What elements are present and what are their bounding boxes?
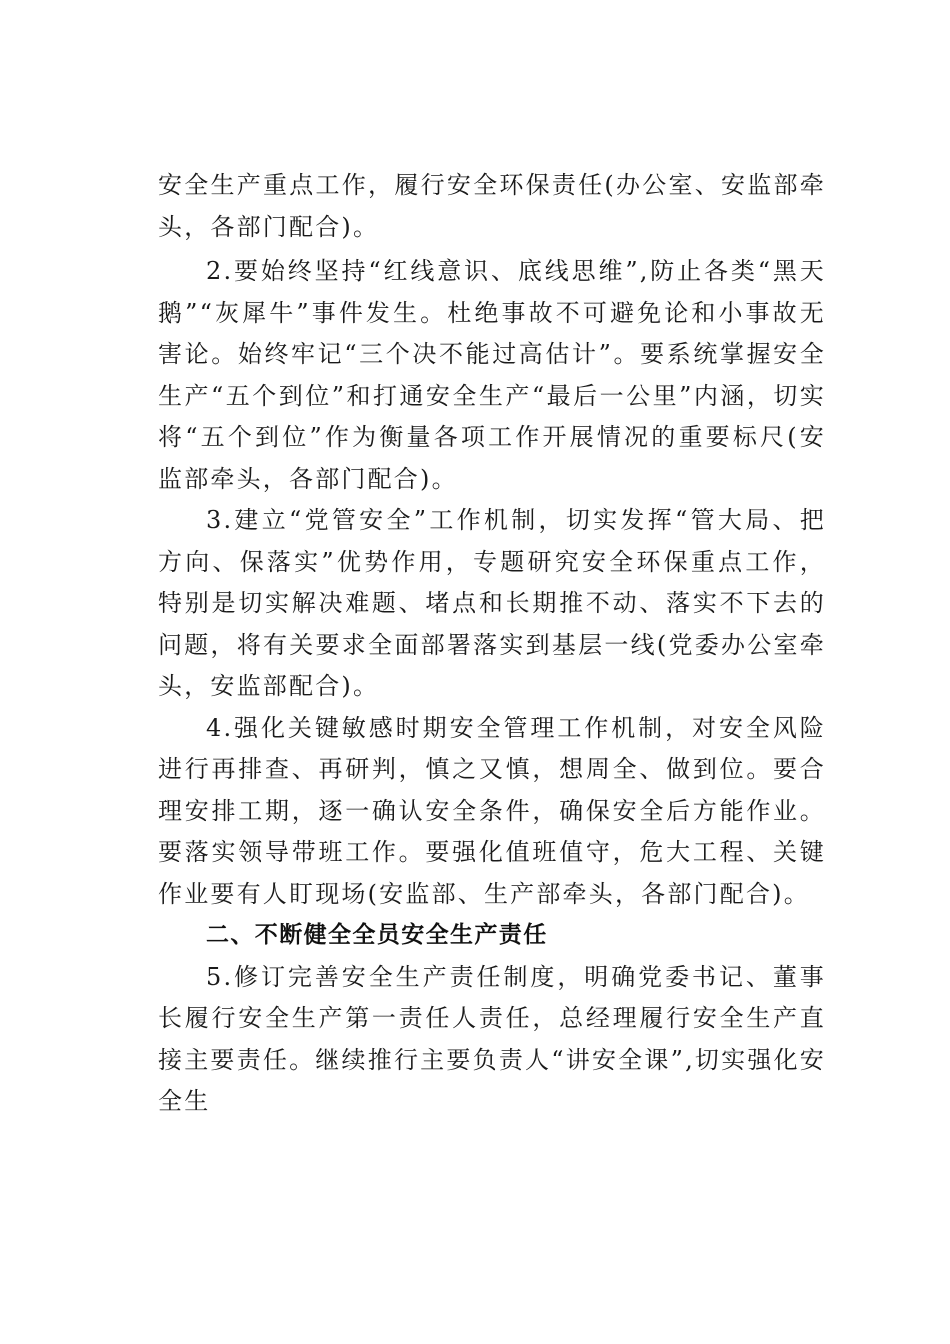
- document-body: [158, 165, 826, 1123]
- section-heading: 二、不断健全全员安全生产责任: [206, 922, 548, 948]
- paragraph-continuation: 安全生产重点工作，履行安全环保责任(办公室、安监部牵头，各部门配合)。: [158, 171, 826, 241]
- paragraph-item-4: 4.强化关键敏感时期安全管理工作机制，对安全风险进行再排查、再研判，慎之又慎，想周全、做到位。要合理安排工期，逐一确认安全条件，确保安全后方能作业。要落实领导带班工作。要强化值班值守，危大工程、关键作业要有人盯现场(安监部、生产部牵头，各部门配合)。: [158, 713, 826, 908]
- paragraph-item-3: 3.建立“党管安全”工作机制，切实发挥“管大局、把方向、保落实”优势作用，专题研究安全环保重点工作，特别是切实解决难题、堵点和长期推不动、落实不下去的问题，将有关要求全面部署落实到基层一线(党委办公室牵头，安监部配合)。: [158, 506, 826, 700]
- paragraph-item-5: 5.修订完善安全生产责任制度，明确党委书记、董事长履行安全生产第一责任人责任，总经理履行安全生产直接主要责任。继续推行主要负责人“讲安全课”,切实强化安全生: [158, 962, 826, 1115]
- paragraph-item-2: 2.要始终坚持“红线意识、底线思维”,防止各类“黑天鹅”“灰犀牛”事件发生。杜绝事故不可避免论和小事故无害论。始终牢记“三个决不能过高估计”。要系统掌握安全生产“五个到位”和打通安全生产“最后一公里”内涵，切实将“五个到位”作为衡量各项工作开展情况的重要标尺(安监部牵头，各部门配合)。: [158, 257, 826, 493]
